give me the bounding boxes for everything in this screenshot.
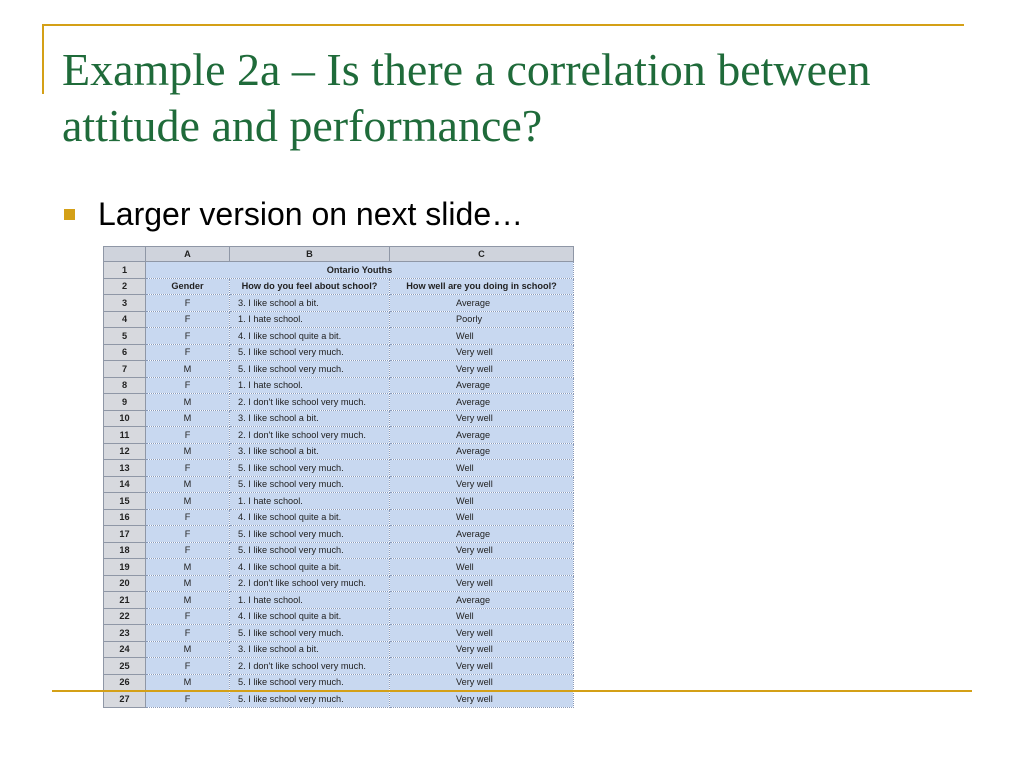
row-number[interactable]: 15 (104, 493, 146, 510)
gender-cell[interactable]: F (146, 625, 230, 642)
bullet-text: Larger version on next slide… (98, 196, 524, 232)
frame-left-rule (42, 24, 44, 94)
table-row (104, 608, 574, 625)
performance-cell[interactable]: Average (390, 377, 574, 394)
row-number[interactable]: 22 (104, 608, 146, 625)
row-number[interactable]: 17 (104, 526, 146, 543)
table-row (104, 691, 574, 708)
header-attitude[interactable]: How do you feel about school? (230, 278, 390, 295)
table-row (104, 625, 574, 642)
row-number[interactable]: 16 (104, 509, 146, 526)
gender-cell[interactable]: F (146, 328, 230, 345)
table-row (104, 658, 574, 675)
table-row (104, 311, 574, 328)
performance-cell[interactable]: Very well (390, 344, 574, 361)
performance-cell[interactable]: Very well (390, 658, 574, 675)
table-row (104, 295, 574, 312)
performance-cell[interactable]: Very well (390, 410, 574, 427)
performance-cell[interactable]: Average (390, 526, 574, 543)
performance-cell[interactable]: Average (390, 427, 574, 444)
column-header-a[interactable]: A (146, 247, 230, 262)
row-number[interactable]: 26 (104, 674, 146, 691)
attitude-cell[interactable]: 2. I don't like school very much. (230, 394, 390, 411)
gender-cell[interactable]: M (146, 493, 230, 510)
attitude-cell[interactable]: 1. I hate school. (230, 311, 390, 328)
performance-cell[interactable]: Well (390, 328, 574, 345)
gender-cell[interactable]: M (146, 394, 230, 411)
header-gender[interactable]: Gender (146, 278, 230, 295)
row-number[interactable]: 25 (104, 658, 146, 675)
attitude-cell[interactable]: 5. I like school very much. (230, 691, 390, 708)
gender-cell[interactable]: M (146, 559, 230, 576)
corner-cell[interactable] (104, 247, 146, 262)
gender-cell[interactable]: M (146, 361, 230, 378)
table-row (104, 410, 574, 427)
gender-cell[interactable]: F (146, 377, 230, 394)
row-number[interactable]: 3 (104, 295, 146, 312)
table-row (104, 427, 574, 444)
slide-title: Example 2a – Is there a correlation between attitude and performance? (62, 44, 871, 151)
gender-cell[interactable]: M (146, 476, 230, 493)
table-row (104, 443, 574, 460)
table-row (104, 509, 574, 526)
row-number[interactable]: 4 (104, 311, 146, 328)
table-row (104, 394, 574, 411)
performance-cell[interactable]: Very well (390, 674, 574, 691)
attitude-cell[interactable]: 3. I like school a bit. (230, 410, 390, 427)
gender-cell[interactable]: F (146, 526, 230, 543)
table-row (104, 559, 574, 576)
gender-cell[interactable]: M (146, 592, 230, 609)
table-row (104, 476, 574, 493)
gender-cell[interactable]: F (146, 509, 230, 526)
attitude-cell[interactable]: 5. I like school very much. (230, 361, 390, 378)
frame-top-rule (42, 24, 964, 26)
attitude-cell[interactable]: 1. I hate school. (230, 592, 390, 609)
row-number[interactable]: 19 (104, 559, 146, 576)
attitude-cell[interactable]: 2. I don't like school very much. (230, 427, 390, 444)
performance-cell[interactable]: Well (390, 559, 574, 576)
gender-cell[interactable]: F (146, 460, 230, 477)
attitude-cell[interactable]: 1. I hate school. (230, 493, 390, 510)
attitude-cell[interactable]: 1. I hate school. (230, 377, 390, 394)
gender-cell[interactable]: M (146, 410, 230, 427)
table-row (104, 377, 574, 394)
row-number[interactable]: 8 (104, 377, 146, 394)
title-row (104, 262, 574, 279)
gender-cell[interactable]: F (146, 608, 230, 625)
attitude-cell[interactable]: 5. I like school very much. (230, 542, 390, 559)
attitude-cell[interactable]: 2. I don't like school very much. (230, 575, 390, 592)
attitude-cell[interactable]: 4. I like school quite a bit. (230, 608, 390, 625)
gender-cell[interactable]: M (146, 575, 230, 592)
performance-cell[interactable]: Very well (390, 691, 574, 708)
gender-cell[interactable]: F (146, 658, 230, 675)
attitude-cell[interactable]: 5. I like school very much. (230, 526, 390, 543)
sheet-title-cell[interactable]: Ontario Youths (146, 262, 574, 279)
column-header-c[interactable]: C (390, 247, 574, 262)
performance-cell[interactable]: Very well (390, 476, 574, 493)
header-performance[interactable]: How well are you doing in school? (390, 278, 574, 295)
row-number[interactable]: 23 (104, 625, 146, 642)
row-number[interactable]: 13 (104, 460, 146, 477)
performance-cell[interactable]: Well (390, 509, 574, 526)
performance-cell[interactable]: Well (390, 460, 574, 477)
performance-cell[interactable]: Very well (390, 575, 574, 592)
table-row (104, 493, 574, 510)
attitude-cell[interactable]: 4. I like school quite a bit. (230, 509, 390, 526)
table-row (104, 542, 574, 559)
attitude-cell[interactable]: 4. I like school quite a bit. (230, 328, 390, 345)
row-number[interactable]: 21 (104, 592, 146, 609)
square-bullet-icon (64, 209, 75, 220)
attitude-cell[interactable]: 5. I like school very much. (230, 460, 390, 477)
row-number[interactable]: 6 (104, 344, 146, 361)
performance-cell[interactable]: Poorly (390, 311, 574, 328)
table-row (104, 674, 574, 691)
attitude-cell[interactable]: 5. I like school very much. (230, 344, 390, 361)
performance-cell[interactable]: Average (390, 592, 574, 609)
row-number[interactable]: 11 (104, 427, 146, 444)
attitude-cell[interactable]: 5. I like school very much. (230, 674, 390, 691)
gender-cell[interactable]: F (146, 427, 230, 444)
attitude-cell[interactable]: 4. I like school quite a bit. (230, 559, 390, 576)
performance-cell[interactable]: Average (390, 295, 574, 312)
table-row (104, 460, 574, 477)
table-row (104, 344, 574, 361)
gender-cell[interactable]: M (146, 641, 230, 658)
performance-cell[interactable]: Very well (390, 641, 574, 658)
row-number[interactable]: 24 (104, 641, 146, 658)
row-number[interactable]: 7 (104, 361, 146, 378)
table-row (104, 592, 574, 609)
row-number[interactable]: 14 (104, 476, 146, 493)
row-number[interactable]: 5 (104, 328, 146, 345)
gender-cell[interactable]: M (146, 674, 230, 691)
table-row (104, 526, 574, 543)
attitude-cell[interactable]: 5. I like school very much. (230, 625, 390, 642)
header-row (104, 278, 574, 295)
performance-cell[interactable]: Average (390, 394, 574, 411)
row-number[interactable]: 2 (104, 278, 146, 295)
performance-cell[interactable]: Very well (390, 542, 574, 559)
column-header-b[interactable]: B (230, 247, 390, 262)
gender-cell[interactable]: F (146, 311, 230, 328)
spreadsheet-table (103, 246, 574, 708)
row-number[interactable]: 20 (104, 575, 146, 592)
gender-cell[interactable]: F (146, 344, 230, 361)
table-row (104, 361, 574, 378)
bullet-item (64, 196, 523, 233)
attitude-cell[interactable]: 5. I like school very much. (230, 476, 390, 493)
gender-cell[interactable]: M (146, 443, 230, 460)
frame-bottom-rule (52, 690, 972, 692)
row-number[interactable]: 27 (104, 691, 146, 708)
table-row (104, 641, 574, 658)
row-number[interactable]: 12 (104, 443, 146, 460)
attitude-cell[interactable]: 3. I like school a bit. (230, 641, 390, 658)
row-number[interactable]: 9 (104, 394, 146, 411)
performance-cell[interactable]: Very well (390, 361, 574, 378)
column-header-row (104, 247, 574, 262)
performance-cell[interactable]: Well (390, 608, 574, 625)
attitude-cell[interactable]: 2. I don't like school very much. (230, 658, 390, 675)
table-row (104, 328, 574, 345)
performance-cell[interactable]: Very well (390, 625, 574, 642)
attitude-cell[interactable]: 3. I like school a bit. (230, 295, 390, 312)
performance-cell[interactable]: Well (390, 493, 574, 510)
attitude-cell[interactable]: 3. I like school a bit. (230, 443, 390, 460)
row-number[interactable]: 18 (104, 542, 146, 559)
table-row (104, 575, 574, 592)
row-number[interactable]: 1 (104, 262, 146, 279)
performance-cell[interactable]: Average (390, 443, 574, 460)
row-number[interactable]: 10 (104, 410, 146, 427)
gender-cell[interactable]: F (146, 295, 230, 312)
gender-cell[interactable]: F (146, 542, 230, 559)
gender-cell[interactable]: F (146, 691, 230, 708)
